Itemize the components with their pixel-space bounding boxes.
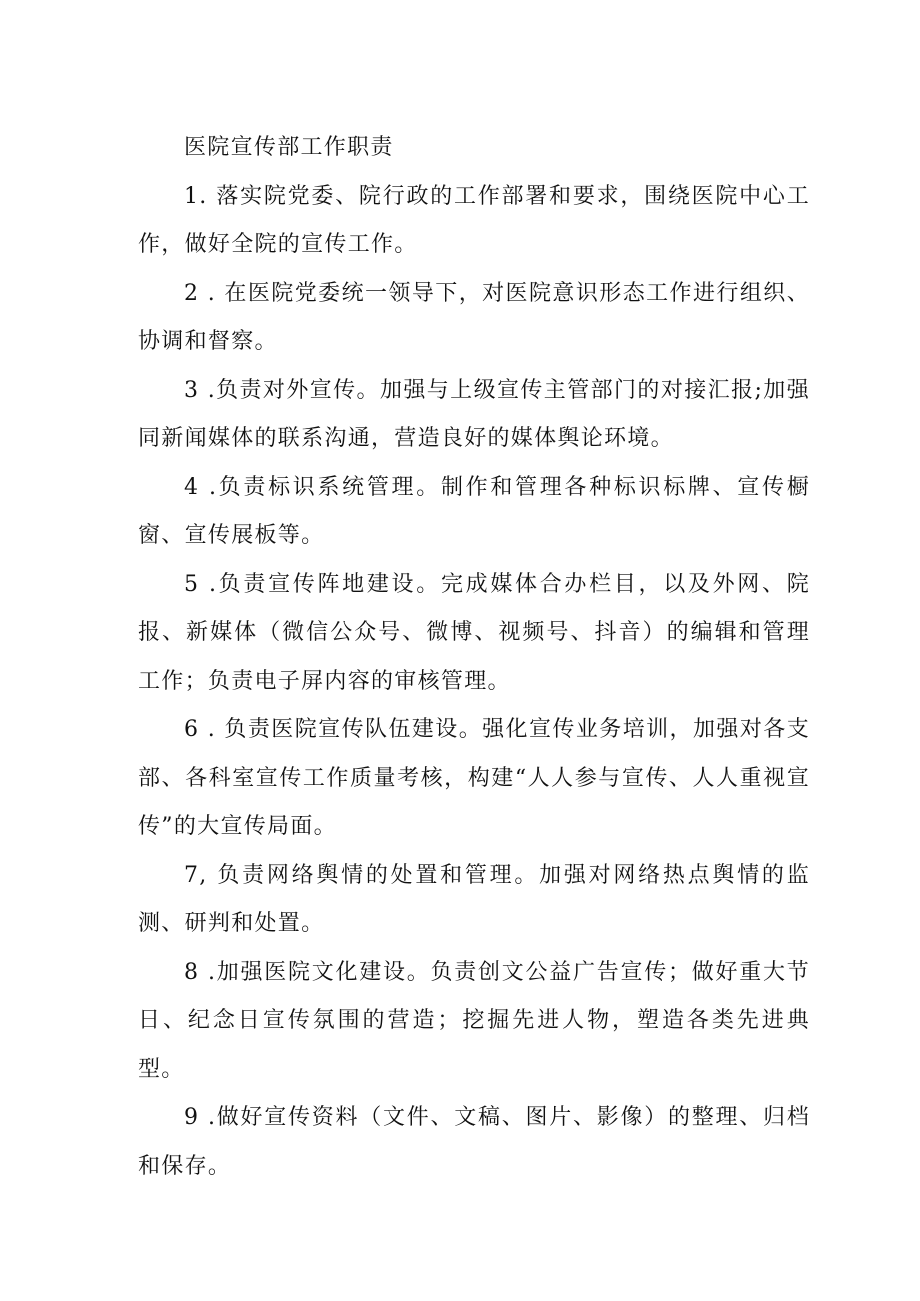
duty-item-9: 9 .做好宣传资料（文件、文稿、图片、影像）的整理、归档和保存。: [138, 1105, 810, 1179]
duty-item-7: 7, 负责网络舆情的处置和管理。加强对网络热点舆情的监测、研判和处置。: [138, 862, 810, 936]
duty-item-2: 2 . 在医院党委统一领导下，对医院意识形态工作进行组织、协调和督察。: [138, 280, 810, 354]
duty-item-4: 4 .负责标识系统管理。制作和管理各种标识标牌、宣传橱窗、宣传展板等。: [138, 474, 810, 548]
document-title: 医院宣传部工作职责: [184, 135, 394, 160]
duty-item-1: 1. 落实院党委、院行政的工作部署和要求，围绕医院中心工作，做好全院的宣传工作。: [138, 183, 810, 257]
duty-item-6: 6 . 负责医院宣传队伍建设。强化宣传业务培训，加强对各支部、各科室宣传工作质量考核，构建“人人参与宣传、人人重视宣传”的大宣传局面。: [138, 717, 810, 839]
duty-item-5: 5 .负责宣传阵地建设。完成媒体合办栏目，以及外网、院报、新媒体（微信公众号、微博、视频号、抖音）的编辑和管理工作；负责电子屏内容的审核管理。: [138, 571, 810, 694]
document-body: [138, 124, 810, 1191]
duty-item-3: 3 .负责对外宣传。加强与上级宣传主管部门的对接汇报;加强同新闻媒体的联系沟通，营造良好的媒体舆论环境。: [138, 377, 810, 451]
duty-item-8: 8 .加强医院文化建设。负责创文公益广告宣传；做好重大节日、纪念日宣传氛围的营造；挖掘先进人物，塑造各类先进典型。: [138, 959, 810, 1082]
